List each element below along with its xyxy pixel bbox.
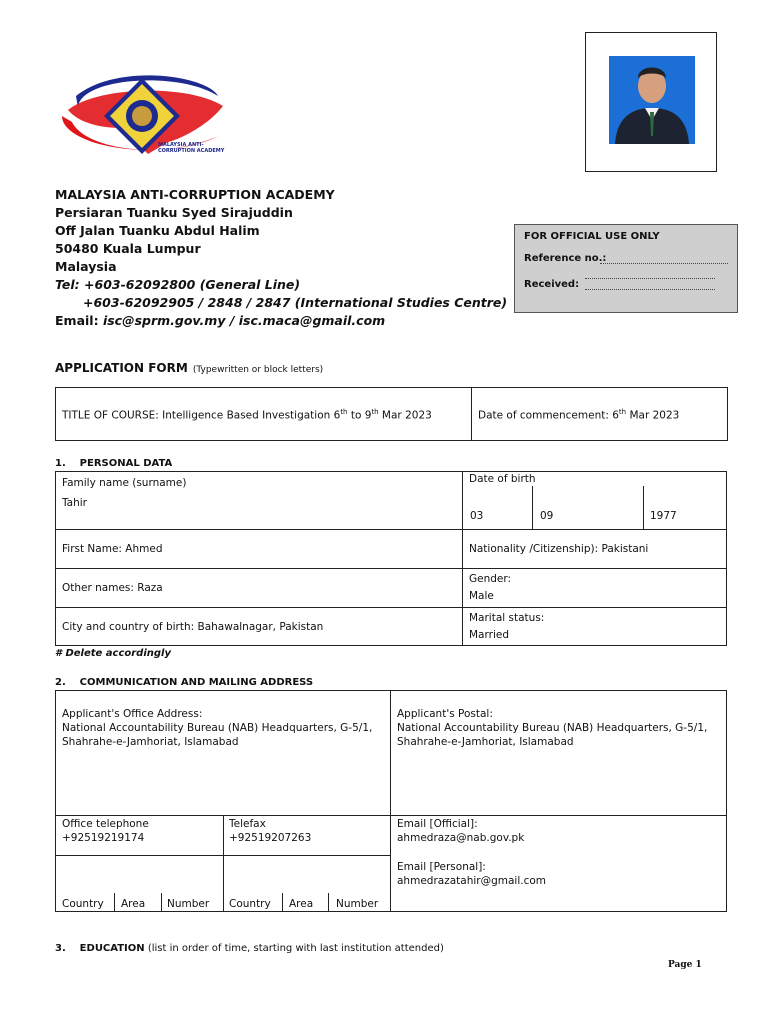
phone-col-area: Area bbox=[121, 898, 146, 910]
course-sup-1: th bbox=[340, 408, 348, 417]
course-end: Mar 2023 bbox=[378, 409, 432, 422]
office-phone bbox=[62, 817, 149, 845]
phone-fax-divider bbox=[223, 815, 224, 912]
reference-label: Reference no.: bbox=[524, 253, 607, 264]
marital-label: Marital status: bbox=[469, 612, 545, 624]
fax-col-number: Number bbox=[336, 898, 379, 910]
form-title: APPLICATION FORM bbox=[55, 361, 188, 375]
email-official-label: Email [Official]: bbox=[397, 818, 478, 830]
course-title-cell bbox=[56, 388, 472, 441]
course-mid: to 9 bbox=[347, 409, 372, 422]
delete-note: # Delete accordingly bbox=[55, 648, 171, 659]
course-sup-2: th bbox=[371, 408, 379, 417]
postal-address-label: Applicant's Postal: bbox=[397, 708, 493, 720]
postal-address-line-1: National Accountability Bureau (NAB) Headquarters, G-5/1, bbox=[397, 722, 708, 734]
office-phone-label: Office telephone bbox=[62, 818, 149, 830]
dob-month: 09 bbox=[540, 510, 554, 522]
family-name-cell bbox=[56, 472, 463, 530]
official-use-title: FOR OFFICIAL USE ONLY bbox=[524, 231, 660, 242]
education-note: (list in order of time, starting with last institution attended) bbox=[147, 943, 444, 954]
address-line-4: Malaysia bbox=[55, 259, 117, 274]
photo-frame bbox=[585, 32, 717, 172]
phone-sub-1 bbox=[114, 893, 115, 912]
dob-divider-1 bbox=[532, 486, 533, 530]
dob-divider-2 bbox=[643, 486, 644, 530]
family-name-label: Family name (surname) bbox=[62, 477, 187, 489]
logo bbox=[58, 66, 228, 166]
logo-text: MALAYSIA ANTI-CORRUPTION ACADEMY bbox=[158, 142, 225, 154]
marital-value: Married bbox=[469, 629, 509, 641]
comm-heading: 2. COMMUNICATION AND MAILING ADDRESS bbox=[55, 677, 314, 688]
education-heading: 3. EDUCATION bbox=[55, 943, 145, 954]
gender-value: Male bbox=[469, 590, 494, 602]
commence-label: Date of commencement: 6 bbox=[478, 409, 619, 422]
birth-place-cell: City and country of birth: Bahawalnagar, Pakistan bbox=[56, 608, 463, 646]
dob-cell bbox=[463, 472, 727, 530]
other-names-cell: Other names: Raza bbox=[56, 569, 463, 608]
dob-year: 1977 bbox=[650, 510, 677, 522]
email-value: isc@sprm.gov.my / isc.maca@gmail.com bbox=[102, 313, 386, 328]
telefax bbox=[229, 817, 311, 845]
office-address bbox=[62, 707, 384, 749]
fax-sub-2 bbox=[328, 893, 329, 912]
phone-col-country: Country bbox=[62, 898, 104, 910]
office-address-label: Applicant's Office Address: bbox=[62, 708, 203, 720]
telefax-label: Telefax bbox=[229, 818, 266, 830]
first-name-cell: First Name: Ahmed bbox=[56, 530, 463, 569]
dob-day: 03 bbox=[470, 510, 484, 522]
fax-sub-1 bbox=[282, 893, 283, 912]
form-subtitle: (Typewritten or block letters) bbox=[192, 365, 324, 375]
comm-divider-v bbox=[390, 691, 391, 912]
address-line-3: 50480 Kuala Lumpur bbox=[55, 241, 201, 256]
email-official bbox=[397, 817, 524, 845]
dob-label: Date of birth bbox=[469, 473, 536, 485]
office-phone-value: +92519219174 bbox=[62, 832, 145, 844]
office-address-line-2: Shahrahe-e-Jamhoriat, Islamabad bbox=[62, 736, 239, 748]
form-title-line bbox=[55, 357, 323, 376]
address-line-2: Off Jalan Tuanku Abdul Halim bbox=[55, 223, 260, 238]
course-table bbox=[55, 387, 728, 441]
phone-col-number: Number bbox=[167, 898, 210, 910]
tel-line-2: +603-62092905 / 2848 / 2847 (International Studies Centre) bbox=[83, 295, 508, 310]
commence-end: Mar 2023 bbox=[626, 409, 680, 422]
nationality-cell: Nationality /Citizenship): Pakistani bbox=[463, 530, 727, 569]
gender-cell bbox=[463, 569, 727, 608]
email-personal bbox=[397, 860, 546, 888]
comm-box bbox=[55, 690, 727, 912]
org-address-block bbox=[55, 186, 515, 330]
email-line bbox=[55, 312, 515, 330]
address-line-1: Persiaran Tuanku Syed Sirajuddin bbox=[55, 205, 293, 220]
personal-data-table bbox=[55, 471, 727, 646]
email-official-value: ahmedraza@nab.gov.pk bbox=[397, 832, 525, 844]
person-photo-icon bbox=[609, 56, 695, 144]
reference-line-2 bbox=[585, 270, 715, 279]
comm-divider-h bbox=[56, 815, 727, 816]
postal-address bbox=[397, 707, 722, 749]
gender-label: Gender: bbox=[469, 573, 512, 585]
personal-data-heading: 1. PERSONAL DATA bbox=[55, 458, 173, 469]
postal-address-line-2: Shahrahe-e-Jamhoriat, Islamabad bbox=[397, 736, 574, 748]
official-use-box bbox=[514, 224, 738, 313]
email-label: Email: bbox=[55, 313, 99, 328]
course-label: TITLE OF COURSE: Intelligence Based Investigation 6 bbox=[62, 409, 341, 422]
phone-row-divider bbox=[56, 855, 390, 856]
fax-col-area: Area bbox=[289, 898, 314, 910]
email-personal-label: Email [Personal]: bbox=[397, 861, 486, 873]
office-address-line-1: National Accountability Bureau (NAB) Headquarters, G-5/1, bbox=[62, 722, 373, 734]
family-name-value: Tahir bbox=[62, 497, 87, 509]
page-number: Page 1 bbox=[668, 960, 702, 970]
tel-line-1: Tel: +603-62092800 (General Line) bbox=[55, 277, 301, 292]
phone-sub-2 bbox=[161, 893, 162, 912]
education-heading-line bbox=[55, 942, 444, 956]
received-line bbox=[585, 281, 715, 290]
applicant-photo bbox=[609, 56, 695, 144]
reference-line bbox=[600, 255, 728, 264]
commence-sup: th bbox=[618, 408, 627, 417]
telefax-value: +92519207263 bbox=[229, 832, 312, 844]
fax-col-country: Country bbox=[229, 898, 271, 910]
email-personal-value: ahmedrazatahir@gmail.com bbox=[397, 875, 547, 887]
received-label: Received: bbox=[524, 279, 580, 290]
marital-cell bbox=[463, 608, 727, 646]
commencement-cell bbox=[472, 388, 728, 441]
org-name: MALAYSIA ANTI-CORRUPTION ACADEMY bbox=[55, 187, 335, 202]
